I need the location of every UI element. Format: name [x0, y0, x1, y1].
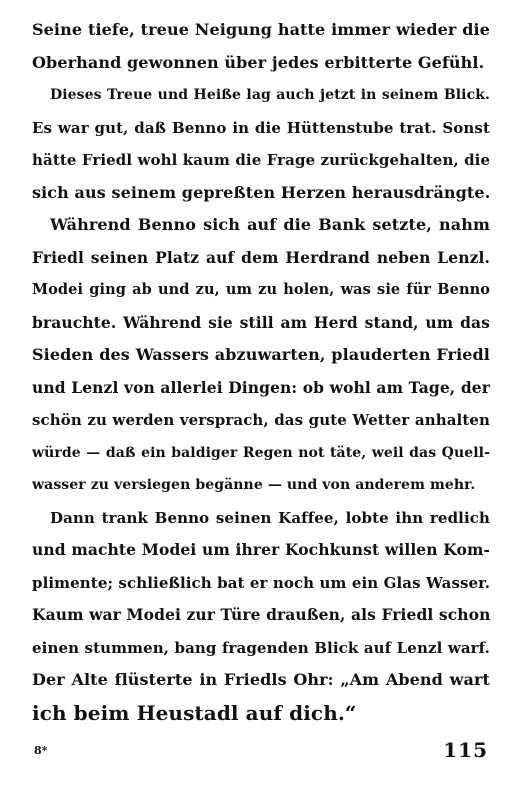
text-line: hätte Friedl wohl kaum die Frage zurückgehalten, die [32, 151, 491, 169]
text-line: Der Alte flüsterte in Friedls Ohr: „Am Abend wart [32, 670, 490, 689]
text-line: Dann trank Benno seinen Kaffee, lobte ihn redlich [50, 508, 490, 527]
text-line: schön zu werden versprach, das gute Wetter anhalten [32, 411, 490, 429]
text-line: Seine tiefe, treue Neigung hatte immer wieder die [32, 20, 490, 39]
text-line: Dieses Treue und Heiße lag auch jetzt in seinem Blick. [50, 87, 490, 103]
text-line: brauchte. Während sie still am Herd stand, um das [32, 312, 490, 332]
text-line: Während Benno sich auf die Bank setzte, nahm [50, 215, 490, 234]
text-line: Modei ging ab und zu, um zu holen, was sie für Benno [32, 281, 490, 298]
printer-signature-mark: 8* [34, 744, 48, 757]
text-line: und Lenzl von allerlei Dingen: ob wohl am Tage, der [32, 377, 490, 397]
text-line: ich beim Heustadl auf dich.“ [32, 700, 357, 725]
text-line: Kaum war Modei zur Türe draußen, als Friedl schon [32, 605, 491, 624]
text-line: plimente; schließlich bat er noch um ein Glas Wasser. [32, 573, 491, 592]
text-line: Oberhand gewonnen über jedes erbitterte Gefühl. [32, 52, 485, 72]
text-line: wasser zu versiegen begänne — und von anderem mehr. [32, 477, 476, 493]
text-line: und machte Modei um ihrer Kochkunst willen Kom- [32, 540, 490, 559]
text-line: Es war gut, daß Benno in die Hüttenstube trat. Sonst [32, 118, 490, 137]
text-line: Sieden des Wassers abzuwarten, plauderten Friedl [32, 345, 490, 364]
text-line: Friedl seinen Platz auf dem Herdrand neben Lenzl. [32, 247, 490, 267]
text-line: sich aus seinem gepreßten Herzen herausdrängte. [32, 182, 491, 202]
page-number: 115 [443, 738, 488, 762]
text-line: einen stummen, bang fragenden Blick auf Lenzl warf. [32, 638, 490, 657]
body-text [32, 14, 490, 729]
text-line: würde — daß ein baldiger Regen not täte, weil das Quell- [32, 444, 490, 461]
